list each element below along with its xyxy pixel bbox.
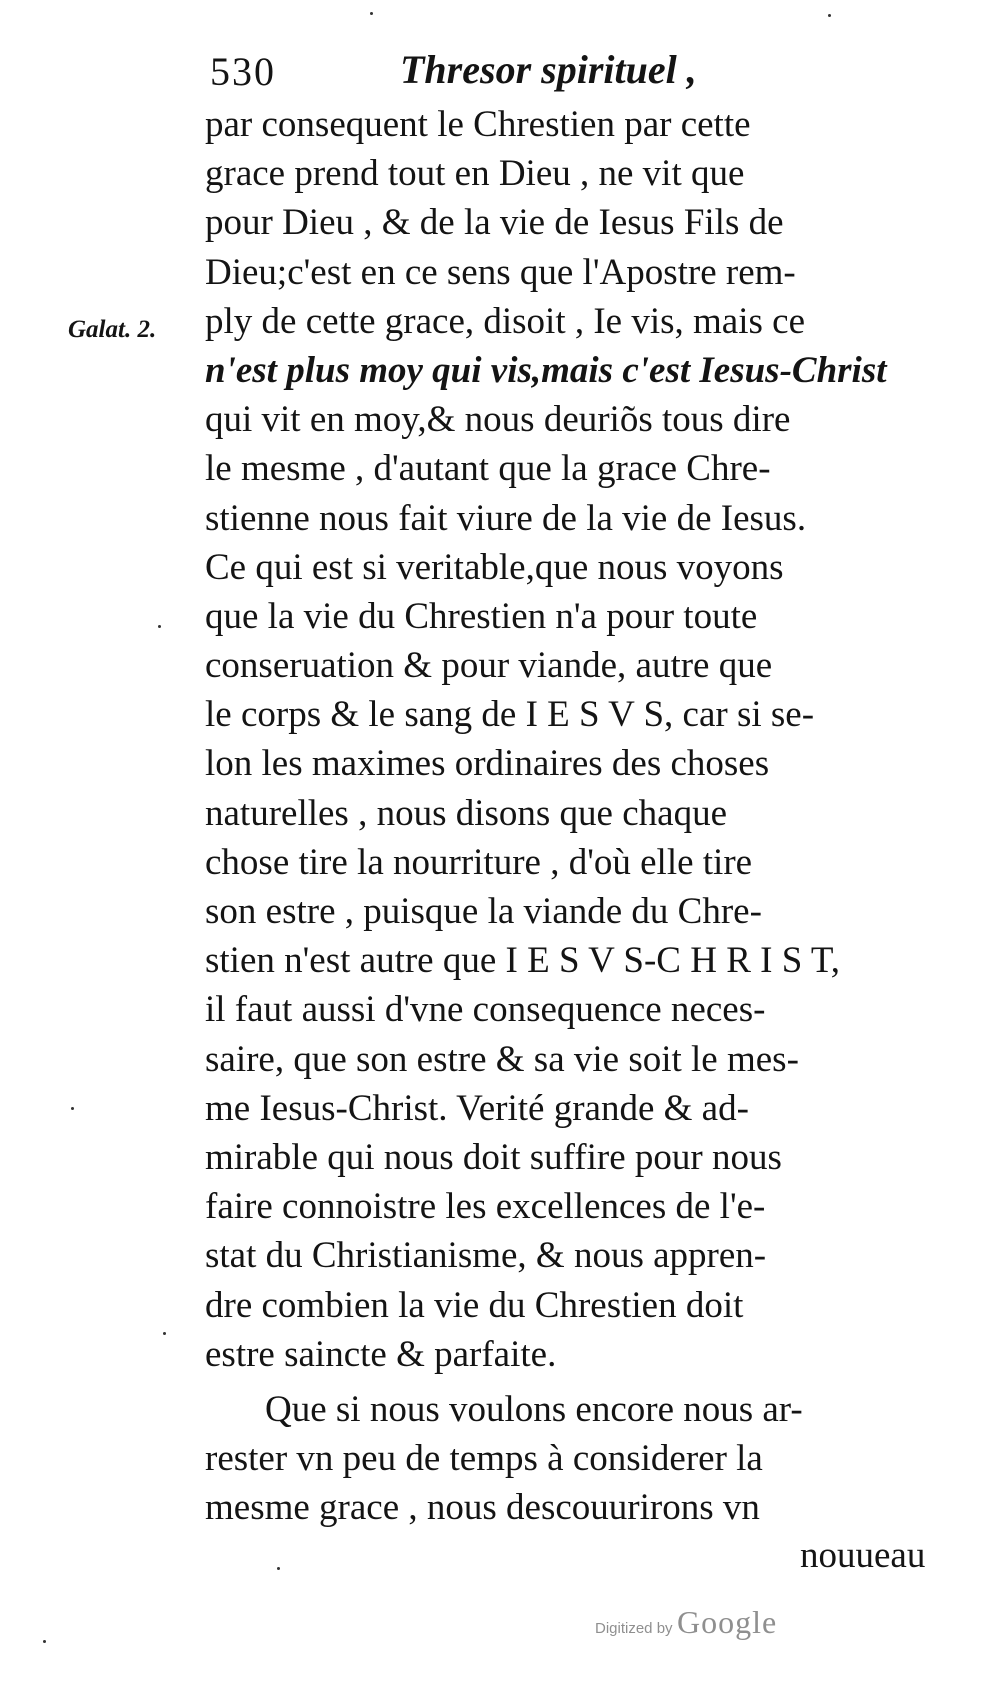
text-line: mesme grace , nous descouurirons vn bbox=[205, 1487, 760, 1529]
page-number: 530 bbox=[210, 49, 276, 94]
text-line: le corps & le sang de I E S V S, car si se- bbox=[205, 694, 815, 736]
text-line: pour Dieu , & de la vie de Iesus Fils de bbox=[205, 202, 784, 244]
digitized-prefix: Digitized by bbox=[595, 1620, 673, 1637]
text-line: grace prend tout en Dieu , ne vit que bbox=[205, 153, 745, 195]
text-line: que la vie du Chrestien n'a pour toute bbox=[205, 595, 758, 637]
text-line: faire connoistre les excellences de l'e- bbox=[205, 1186, 766, 1228]
text-line: son estre , puisque la viande du Chre- bbox=[205, 891, 762, 932]
text-line: rester vn peu de temps à considerer la bbox=[205, 1438, 763, 1480]
text-line: Dieu;c'est en ce sens que l'Apostre rem- bbox=[205, 251, 796, 293]
text-line: saire, que son estre & sa vie soit le mes- bbox=[205, 1038, 799, 1080]
text-line: Ce qui est si veritable,que nous voyons bbox=[205, 546, 784, 588]
text-line: stien n'est autre que I E S V S-C H R I S T, bbox=[205, 940, 840, 982]
page-header bbox=[210, 42, 770, 102]
ink-speck bbox=[277, 1567, 280, 1570]
text-line: conseruation & pour viande, autre que bbox=[205, 645, 773, 687]
paragraph-first-line: Que si nous voulons encore nous ar- bbox=[265, 1388, 803, 1430]
text-line: il faut aussi d'vne consequence neces- bbox=[205, 989, 766, 1031]
text-line: estre saincte & parfaite. bbox=[205, 1333, 557, 1375]
ink-speck bbox=[158, 625, 161, 628]
digitized-by-google-watermark bbox=[595, 1604, 777, 1641]
text-line-italic: n'est plus moy qui vis,mais c'est Iesus-Christ bbox=[205, 349, 887, 391]
text-line: naturelles , nous disons que chaque bbox=[205, 792, 727, 834]
ink-speck bbox=[43, 1640, 46, 1643]
ink-speck bbox=[71, 1107, 74, 1110]
text-line: me Iesus-Christ. Verité grande & ad- bbox=[205, 1087, 749, 1129]
text-line: lon les maximes ordinaires des choses bbox=[205, 743, 770, 785]
text-line: mirable qui nous doit suffire pour nous bbox=[205, 1136, 782, 1178]
text-line: dre combien la vie du Chrestien doit bbox=[205, 1284, 744, 1326]
text-line: stat du Christianisme, & nous appren- bbox=[205, 1235, 767, 1277]
text-line: stienne nous fait viure de la vie de Iesus. bbox=[205, 497, 807, 539]
text-line: qui vit en moy,& nous deuriõs tous dire bbox=[205, 399, 791, 441]
text-line: ply de cette grace, disoit , Ie vis, mais ce bbox=[205, 300, 806, 342]
text-line: le mesme , d'autant que la grace Chre- bbox=[205, 448, 771, 490]
ink-speck bbox=[370, 12, 373, 15]
ink-speck bbox=[163, 1332, 166, 1335]
google-logo: Google bbox=[677, 1604, 778, 1640]
margin-note: Galat. 2. bbox=[68, 316, 157, 343]
running-title: Thresor spirituel , bbox=[400, 47, 697, 92]
text-line: par consequent le Chrestien par cette bbox=[205, 104, 751, 145]
ink-speck bbox=[828, 14, 831, 17]
text-line: chose tire la nourriture , d'où elle tire bbox=[205, 841, 753, 883]
catchword: nouueau bbox=[800, 1535, 926, 1576]
body-text bbox=[205, 100, 945, 1532]
